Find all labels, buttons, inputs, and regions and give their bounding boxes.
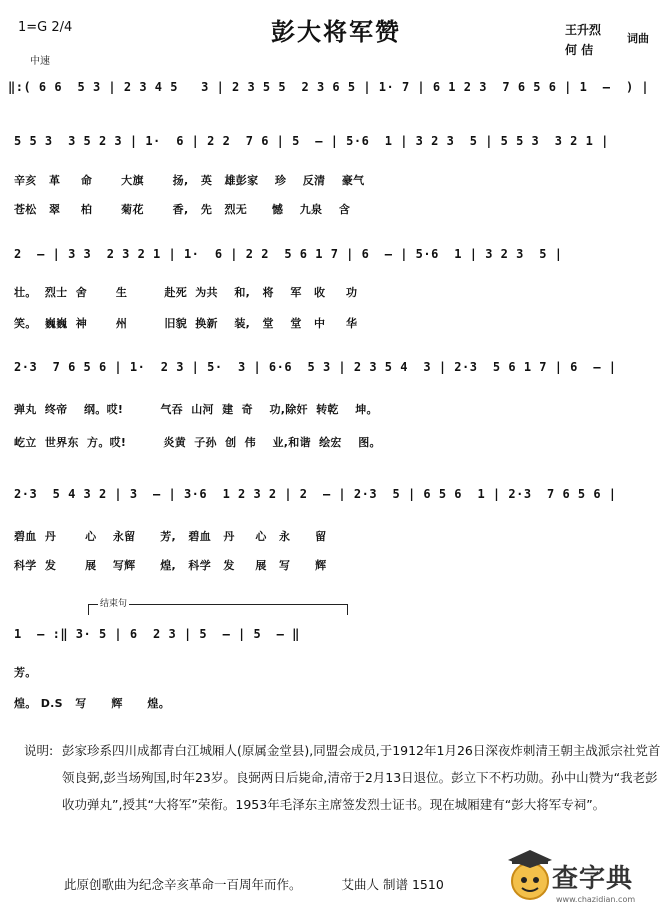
key-signature: 1=G 2/4 [18, 20, 73, 35]
lyric-row-5b: 科学 发 展 写辉 煌, 科学 发 展 写 辉 [14, 559, 327, 572]
lyric-row-2b: 苍松 翠 柏 菊花 香, 先 烈无 憾 九泉 含 [14, 203, 351, 216]
footer-text: 此原创歌曲为纪念辛亥革命一百周年而作。 [64, 877, 302, 892]
staff-row-5: 2·3 5 4 3 2 | 3 — | 3·6 1 2 3 2 | 2 — | 2·3 5 | 6 5 6 1 | 2·3 7 6 5 6 | [14, 487, 617, 501]
credits-block [565, 20, 649, 60]
footer-line [64, 875, 444, 893]
explanation-notes [24, 737, 664, 818]
composer-name: 何 佶 [565, 43, 594, 57]
lyricist-name: 王升烈 [565, 23, 602, 37]
staff-row-3: 2 — | 3 3 2 3 2 1 | 1· 6 | 2 2 5 6 1 7 | 6 — | 5·6 1 | 3 2 3 5 | [14, 247, 563, 261]
staff-row-2: 5 5 3 3 5 2 3 | 1· 6 | 2 2 7 6 | 5 — | 5·6 1 | 3 2 3 5 | 5 5 3 3 2 1 | [14, 134, 609, 148]
notes-text: 彭家珍系四川成都青白江城厢人(原属金堂县),同盟会成员,于1912年1月26日深夜炸刺清王朝主战派宗社党首领良弼,彭当场殉国,时年23岁。良弼两日后毙命,清帝于2月13日退位。彭立下不朽功勋。孙中山赞为“我老彭收功弹丸”,授其“大将军”荣衔。1953年毛泽东主席签发烈士证书。现在城厢建有“彭大将军专祠”。 [62, 743, 661, 812]
lyric-row-5a: 碧血 丹 心 永留 芳, 碧血 丹 心 永 留 [14, 530, 327, 543]
lyric-row-4a: 弹丸 终帝 纲。哎! 气吞 山河 建 奇 功,除奸 转乾 坤。 [14, 403, 378, 416]
lyric-row-6a: 芳。 [14, 666, 37, 679]
notes-label: 说明: [24, 743, 54, 758]
watermark-text: 查字典 [552, 864, 634, 894]
staff-row-4: 2·3 7 6 5 6 | 1· 2 3 | 5· 3 | 6·6 5 3 | 2 3 5 4 3 | 2·3 5 6 1 7 | 6 — | [14, 360, 617, 374]
lyric-row-6b: 煌。 D.S 写 辉 煌。 [14, 697, 171, 710]
footer-credit: 艾曲人 制谱 1510 [341, 877, 444, 892]
watermark-url: www.chazidian.com [556, 895, 636, 904]
ending-label: 结束句 [98, 596, 129, 609]
tempo-marking: 中速 [30, 56, 50, 67]
lyric-row-2a: 辛亥 革 命 大旗 扬, 英 雄彭家 珍 反清 豪气 [14, 174, 365, 187]
staff-row-1: ‖:( 6 6 5 3 | 2 3 4 5 3 | 2 3 5 5 2 3 6 5 | 1· 7 | 6 1 2 3 7 6 5 6 | 1 — ) | [8, 80, 650, 94]
lyric-row-3b: 笑。 巍巍 神 州 旧貌 换新 装, 堂 堂 中 华 [14, 317, 358, 330]
credit-role: 词曲 [627, 32, 649, 45]
lyric-row-3a: 壮。 烈士 舍 生 赴死 为共 和, 将 军 收 功 [14, 286, 358, 299]
lyric-row-4b: 屹立 世界东 方。哎! 炎黄 子孙 创 伟 业,和谐 绘宏 图。 [14, 436, 381, 449]
staff-row-6: 1 — :‖ 3· 5 | 6 2 3 | 5 — | 5 — ‖ [14, 627, 300, 641]
song-title: 彭大将军赞 [271, 18, 401, 46]
